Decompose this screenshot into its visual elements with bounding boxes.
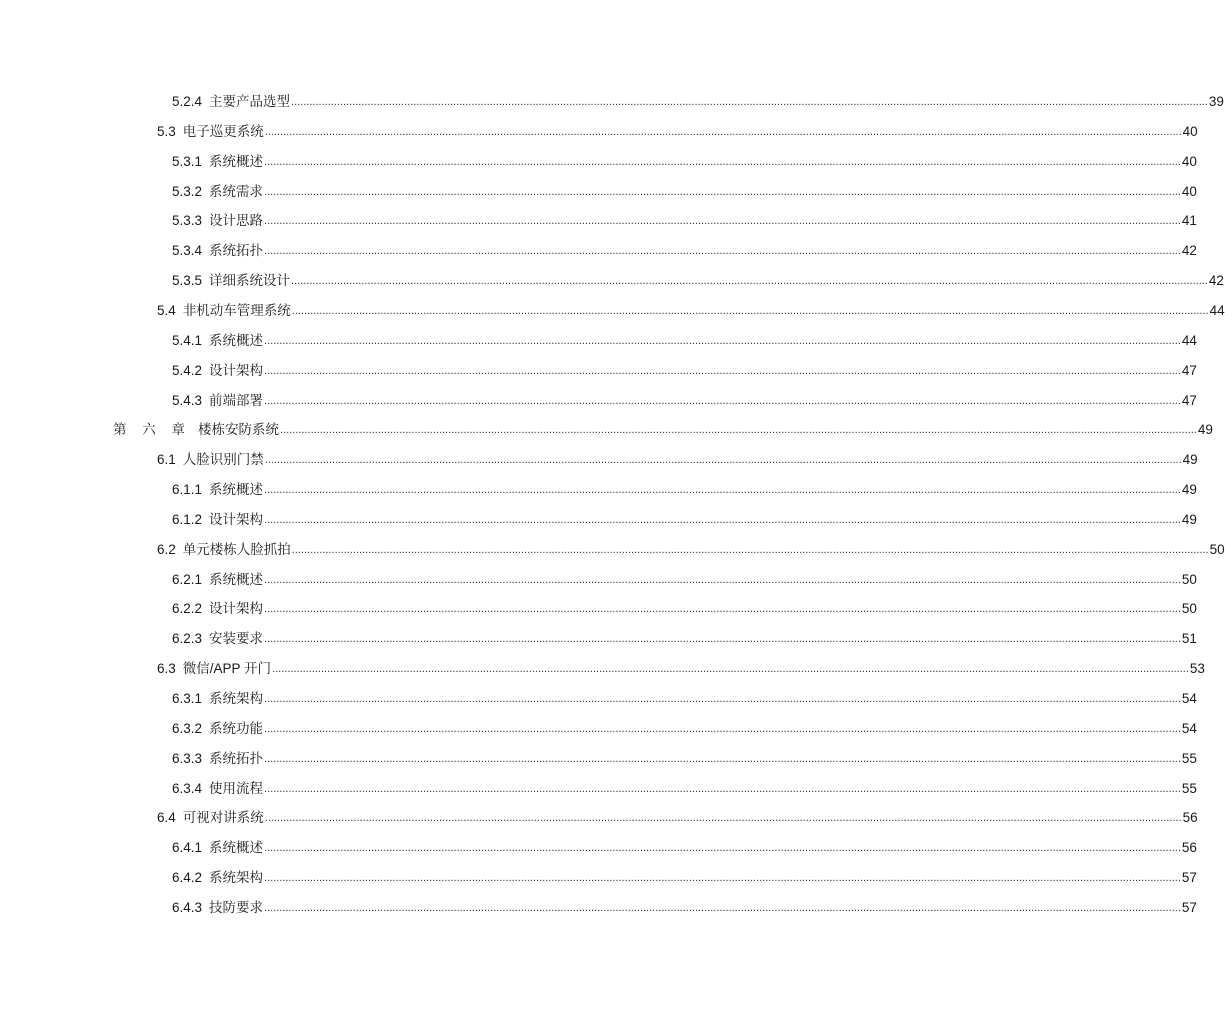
- dot-leader: ............................................................................................................................................................................................................................................................................................................: [264, 395, 1181, 407]
- dot-leader: ............................................................................................................................................................................................................................................................................................................: [264, 693, 1181, 705]
- toc-entry-number: 6.4: [157, 810, 176, 825]
- toc-entry-label: [172, 481, 264, 499]
- toc-entry-label: [157, 451, 265, 469]
- toc-entry-page-number: 42: [1208, 273, 1224, 288]
- dot-leader: ............................................................................................................................................................................................................................................................................................................: [264, 753, 1181, 765]
- toc-entry-number: 6.3: [157, 661, 176, 676]
- toc-entry[interactable]: [157, 658, 1205, 678]
- toc-entry-label: [172, 511, 264, 529]
- dot-leader: ............................................................................................................................................................................................................................................................................................................: [280, 424, 1197, 436]
- toc-entry-number: 6.1: [157, 452, 176, 467]
- toc-entry[interactable]: [172, 210, 1197, 230]
- dot-leader: ............................................................................................................................................................................................................................................................................................................: [264, 365, 1181, 377]
- toc-entry-label: [172, 839, 264, 857]
- dot-leader: ............................................................................................................................................................................................................................................................................................................: [264, 902, 1181, 914]
- toc-entry-title: 系统架构: [209, 870, 264, 885]
- toc-entry-page-number: 44: [1181, 333, 1197, 348]
- toc-entry-number: 6.3.3: [172, 751, 203, 766]
- toc-entry-page-number: 49: [1182, 452, 1198, 467]
- toc-entry-number: 6.2.1: [172, 572, 203, 587]
- toc-entry-label: [172, 630, 264, 648]
- toc-entry-title: 系统功能: [209, 721, 264, 736]
- toc-entry-label: [157, 660, 272, 678]
- toc-entry-number: 5.4.2: [172, 363, 203, 378]
- dot-leader: ............................................................................................................................................................................................................................................................................................................: [264, 872, 1181, 884]
- toc-entry-label: [172, 272, 291, 290]
- toc-entry-label: [172, 362, 264, 380]
- dot-leader: ............................................................................................................................................................................................................................................................................................................: [291, 96, 1208, 108]
- toc-entry-label: [157, 541, 292, 559]
- toc-entry-title: 设计架构: [209, 363, 264, 378]
- dot-leader: ............................................................................................................................................................................................................................................................................................................: [264, 633, 1181, 645]
- toc-entry-page-number: 51: [1181, 631, 1197, 646]
- toc-entry[interactable]: [172, 718, 1197, 738]
- toc-entry-page-number: 53: [1189, 661, 1205, 676]
- toc-entry-number: 5.4.1: [172, 333, 203, 348]
- toc-entry-page-number: 57: [1181, 870, 1197, 885]
- toc-entry[interactable]: [157, 300, 1225, 320]
- toc-entry-number: 5.3.4: [172, 243, 203, 258]
- toc-entry[interactable]: [172, 360, 1197, 380]
- toc-entry-number: 5.3.2: [172, 184, 203, 199]
- toc-entry-title: 非机动车管理系统: [182, 303, 291, 318]
- toc-entry-number: 6.3.2: [172, 721, 203, 736]
- toc-entry-page-number: 42: [1181, 243, 1197, 258]
- toc-entry-page-number: 55: [1181, 751, 1197, 766]
- toc-entry[interactable]: [172, 479, 1197, 499]
- toc-entry-page-number: 50: [1209, 542, 1225, 557]
- toc-entry[interactable]: [172, 688, 1197, 708]
- dot-leader: ............................................................................................................................................................................................................................................................................................................: [264, 245, 1181, 257]
- toc-entry-label: [172, 690, 264, 708]
- toc-entry-page-number: 56: [1181, 840, 1197, 855]
- toc-entry-title: 系统架构: [209, 691, 264, 706]
- toc-entry-title: 设计架构: [209, 601, 264, 616]
- toc-entry-number: 5.4: [157, 303, 176, 318]
- dot-leader: ............................................................................................................................................................................................................................................................................................................: [264, 335, 1181, 347]
- toc-entry-number: 6.4.2: [172, 870, 203, 885]
- toc-entry-title: 系统概述: [209, 333, 264, 348]
- toc-entry-label: [172, 750, 264, 768]
- toc-entry-number: 6.4.3: [172, 900, 203, 915]
- toc-entry-label: [157, 302, 292, 320]
- toc-entry-number: 6.1.1: [172, 482, 203, 497]
- toc-entry[interactable]: [172, 151, 1197, 171]
- toc-entry-label: [172, 183, 264, 201]
- toc-entry-number: 第 六 章: [113, 422, 192, 437]
- toc-entry[interactable]: [172, 867, 1197, 887]
- toc-chapter-entry[interactable]: [113, 419, 1213, 439]
- toc-entry-title: 系统概述: [209, 572, 264, 587]
- toc-entry-number: 6.3.4: [172, 781, 203, 796]
- toc-entry-title: 楼栋安防系统: [198, 422, 280, 437]
- toc-entry-label: [172, 212, 264, 230]
- toc-entry-title: 微信/APP 开门: [182, 661, 272, 676]
- dot-leader: ............................................................................................................................................................................................................................................................................................................: [264, 812, 1182, 824]
- toc-entry-title: 主要产品选型: [209, 94, 291, 109]
- dot-leader: ............................................................................................................................................................................................................................................................................................................: [291, 275, 1208, 287]
- dot-leader: ............................................................................................................................................................................................................................................................................................................: [264, 723, 1181, 735]
- toc-entry[interactable]: [172, 240, 1197, 260]
- dot-leader: ............................................................................................................................................................................................................................................................................................................: [264, 156, 1181, 168]
- toc-entry-page-number: 55: [1181, 781, 1197, 796]
- toc-entry-title: 系统概述: [209, 840, 264, 855]
- toc-entry[interactable]: [172, 270, 1224, 290]
- dot-leader: ............................................................................................................................................................................................................................................................................................................: [272, 663, 1189, 675]
- toc-entry-number: 5.3.5: [172, 273, 203, 288]
- toc-entry-page-number: 39: [1208, 94, 1224, 109]
- toc-entry[interactable]: [172, 509, 1197, 529]
- toc-entry-number: 5.4.3: [172, 393, 203, 408]
- dot-leader: ............................................................................................................................................................................................................................................................................................................: [291, 305, 1209, 317]
- toc-entry-label: [172, 332, 264, 350]
- toc-entry-page-number: 44: [1209, 303, 1225, 318]
- toc-entry[interactable]: [172, 569, 1197, 589]
- toc-entry-page-number: 40: [1182, 124, 1198, 139]
- toc-entry-title: 单元楼栋人脸抓拍: [182, 542, 291, 557]
- toc-entry-number: 6.2: [157, 542, 176, 557]
- toc-entry-page-number: 50: [1181, 572, 1197, 587]
- toc-entry[interactable]: [172, 837, 1197, 857]
- toc-entry-number: 6.3.1: [172, 691, 203, 706]
- toc-entry-label: [172, 780, 264, 798]
- toc-entry[interactable]: [172, 748, 1197, 768]
- toc-entry-number: 5.2.4: [172, 94, 203, 109]
- toc-entry[interactable]: [172, 598, 1197, 618]
- toc-entry-label: [157, 123, 265, 141]
- toc-entry[interactable]: [172, 897, 1197, 917]
- toc-entry-page-number: 41: [1181, 213, 1197, 228]
- toc-entry[interactable]: [172, 778, 1197, 798]
- toc-entry-number: 6.1.2: [172, 512, 203, 527]
- toc-entry-title: 使用流程: [209, 781, 264, 796]
- toc-entry-page-number: 49: [1197, 422, 1213, 437]
- toc-entry-page-number: 47: [1181, 363, 1197, 378]
- toc-entry-title: 设计思路: [209, 213, 264, 228]
- dot-leader: ............................................................................................................................................................................................................................................................................................................: [264, 514, 1181, 526]
- toc-entry-title: 安装要求: [209, 631, 264, 646]
- toc-entry-title: 系统概述: [209, 482, 264, 497]
- toc-entry-number: 5.3: [157, 124, 176, 139]
- dot-leader: ............................................................................................................................................................................................................................................................................................................: [264, 842, 1181, 854]
- toc-entry[interactable]: [172, 628, 1197, 648]
- toc-entry-title: 系统拓扑: [209, 751, 264, 766]
- toc-entry-label: [172, 899, 264, 917]
- toc-entry-page-number: 49: [1181, 482, 1197, 497]
- toc-entry[interactable]: [172, 91, 1224, 111]
- toc-entry-page-number: 47: [1181, 393, 1197, 408]
- toc-entry-number: 6.2.2: [172, 601, 203, 616]
- toc-entry-label: [172, 571, 264, 589]
- toc-entry[interactable]: [172, 181, 1197, 201]
- toc-entry-label: [172, 720, 264, 738]
- dot-leader: ............................................................................................................................................................................................................................................................................................................: [264, 574, 1181, 586]
- toc-entry-label: [172, 392, 264, 410]
- dot-leader: ............................................................................................................................................................................................................................................................................................................: [264, 484, 1181, 496]
- toc-entry-title: 技防要求: [209, 900, 264, 915]
- toc-entry-page-number: 57: [1181, 900, 1197, 915]
- dot-leader: ............................................................................................................................................................................................................................................................................................................: [264, 454, 1182, 466]
- toc-entry-page-number: 54: [1181, 721, 1197, 736]
- toc-entry-title: 系统拓扑: [209, 243, 264, 258]
- toc-entry-page-number: 40: [1181, 184, 1197, 199]
- toc-entry-number: 5.3.3: [172, 213, 203, 228]
- toc-entry-title: 系统概述: [209, 154, 264, 169]
- dot-leader: ............................................................................................................................................................................................................................................................................................................: [291, 544, 1209, 556]
- toc-entry-page-number: 49: [1181, 512, 1197, 527]
- dot-leader: ............................................................................................................................................................................................................................................................................................................: [264, 186, 1181, 198]
- toc-entry-label: [172, 869, 264, 887]
- toc-entry-number: 6.4.1: [172, 840, 203, 855]
- toc-entry[interactable]: [172, 330, 1197, 350]
- toc-entry-label: [113, 421, 280, 439]
- toc-entry-title: 人脸识别门禁: [182, 452, 264, 467]
- toc-entry[interactable]: [157, 121, 1198, 141]
- toc-entry-title: 电子巡更系统: [182, 124, 264, 139]
- toc-entry-number: 6.2.3: [172, 631, 203, 646]
- toc-entry-label: [157, 809, 265, 827]
- dot-leader: ............................................................................................................................................................................................................................................................................................................: [264, 603, 1181, 615]
- toc-entry-number: 5.3.1: [172, 154, 203, 169]
- toc-entry-page-number: 56: [1182, 810, 1198, 825]
- toc-entry-title: 前端部署: [209, 393, 264, 408]
- toc-entry-label: [172, 153, 264, 171]
- toc-entry-title: 设计架构: [209, 512, 264, 527]
- toc-entry-page-number: 50: [1181, 601, 1197, 616]
- dot-leader: ............................................................................................................................................................................................................................................................................................................: [264, 126, 1182, 138]
- toc-entry[interactable]: [172, 390, 1197, 410]
- toc-entry-title: 详细系统设计: [209, 273, 291, 288]
- toc-entry[interactable]: [157, 449, 1198, 469]
- toc-entry[interactable]: [157, 807, 1198, 827]
- toc-entry[interactable]: [157, 539, 1225, 559]
- toc-entry-page-number: 54: [1181, 691, 1197, 706]
- toc-entry-page-number: 40: [1181, 154, 1197, 169]
- toc-entry-title: 可视对讲系统: [182, 810, 264, 825]
- toc-entry-label: [172, 242, 264, 260]
- toc-entry-label: [172, 93, 291, 111]
- dot-leader: ............................................................................................................................................................................................................................................................................................................: [264, 215, 1181, 227]
- toc-entry-title: 系统需求: [209, 184, 264, 199]
- toc-entry-label: [172, 600, 264, 618]
- dot-leader: ............................................................................................................................................................................................................................................................................................................: [264, 783, 1181, 795]
